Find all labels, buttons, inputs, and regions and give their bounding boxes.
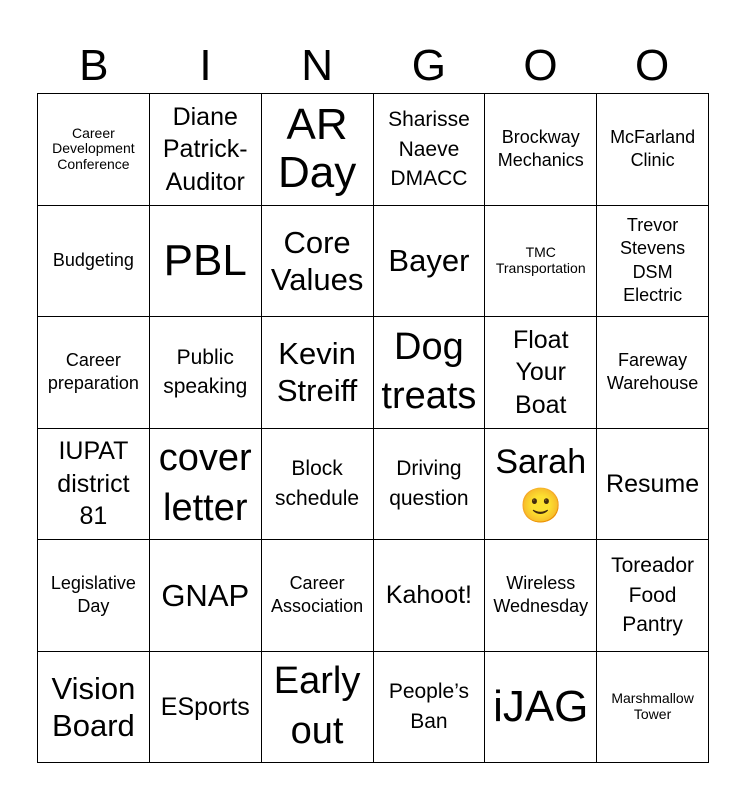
cell-label: Driving question [389,457,469,510]
cell-label: Legislative Day [50,572,136,617]
cell-label: Dog treats [381,325,477,418]
bingo-cell[interactable] [485,652,597,764]
bingo-cell[interactable] [262,317,374,429]
bingo-cell[interactable] [150,540,262,652]
bingo-cell[interactable] [38,652,150,764]
bingo-cell[interactable] [485,540,597,652]
bingo-cell[interactable] [262,206,374,318]
header-letter-g: G [411,41,446,90]
bingo-cell[interactable] [374,429,486,541]
cell-label: iJAG [493,681,589,731]
bingo-cell[interactable] [485,206,597,318]
cell-label: ESports [160,692,250,721]
cell-label: Early out [273,660,361,752]
cell-label: IUPAT district 81 [57,437,130,530]
cell-label: Kahoot! [385,581,472,609]
header-letter-i: I [199,41,212,90]
bingo-cell[interactable] [374,206,486,318]
cell-label: Toreador Food Pantry [611,554,695,636]
bingo-cell[interactable] [150,94,262,206]
cell-label: Float Your Boat [512,325,569,419]
bingo-cell[interactable] [597,540,709,652]
bingo-cell[interactable] [374,94,486,206]
cell-label: Kevin Streiff [276,336,358,409]
cell-label: Fareway Warehouse [606,349,699,394]
cell-label: Trevor Stevens DSM Electric [620,214,686,306]
bingo-cell[interactable] [374,540,486,652]
cell-label: Career Development Conference [52,124,135,173]
bingo-cell[interactable] [150,429,262,541]
header-letter-n: N [301,41,334,90]
cell-label: Wireless Wednesday [493,572,589,617]
bingo-cell[interactable] [597,206,709,318]
cell-label: Career preparation [47,349,139,394]
header-letter-o: O [523,41,558,90]
cell-label: McFarland Clinic [610,126,696,171]
cell-label: Vision Board [51,670,136,743]
cell-label: Career Association [271,572,364,617]
bingo-cell[interactable] [374,652,486,764]
bingo-cell[interactable] [150,652,262,764]
cell-label: Bayer [388,243,470,279]
bingo-board [37,93,709,763]
cell-label: Budgeting [52,250,134,271]
cell-label: TMC Transportation [495,244,586,276]
bingo-header [38,40,708,92]
cell-label: Diane Patrick- Auditor [162,102,248,196]
bingo-cell[interactable] [485,94,597,206]
bingo-cell[interactable] [38,206,150,318]
bingo-cell[interactable] [150,206,262,318]
bingo-cell[interactable] [485,317,597,429]
bingo-cell[interactable] [38,94,150,206]
bingo-cell[interactable] [597,429,709,541]
bingo-cell[interactable] [262,540,374,652]
cell-label: GNAP [161,577,250,613]
bingo-cell[interactable] [597,94,709,206]
cell-label: Resume [606,469,700,498]
cell-label: Public speaking [163,345,248,399]
cell-label: PBL [163,235,247,285]
bingo-cell[interactable] [485,429,597,541]
bingo-cell[interactable] [262,94,374,206]
cell-label: Core Values [270,224,364,297]
bingo-cell[interactable] [262,429,374,541]
bingo-cell[interactable] [597,652,709,764]
bingo-cell[interactable] [38,317,150,429]
cell-label: People’s Ban [388,680,469,733]
cell-label: cover letter [158,437,252,529]
cell-label: Brockway Mechanics [497,126,584,171]
cell-label: Marshmallow Tower [611,690,694,722]
header-letter-o-2: O [635,41,670,90]
bingo-cell[interactable] [150,317,262,429]
bingo-cell[interactable] [262,652,374,764]
cell-label: Sarah 🙂 [495,442,587,525]
bingo-cell[interactable] [38,540,150,652]
cell-label: Block schedule [275,457,360,510]
bingo-cell[interactable] [38,429,150,541]
header-letter-b: B [79,41,109,90]
cell-label: Sharisse Naeve DMACC [388,108,470,190]
bingo-cell[interactable] [374,317,486,429]
bingo-cell[interactable] [597,317,709,429]
cell-label: AR Day [277,99,357,198]
